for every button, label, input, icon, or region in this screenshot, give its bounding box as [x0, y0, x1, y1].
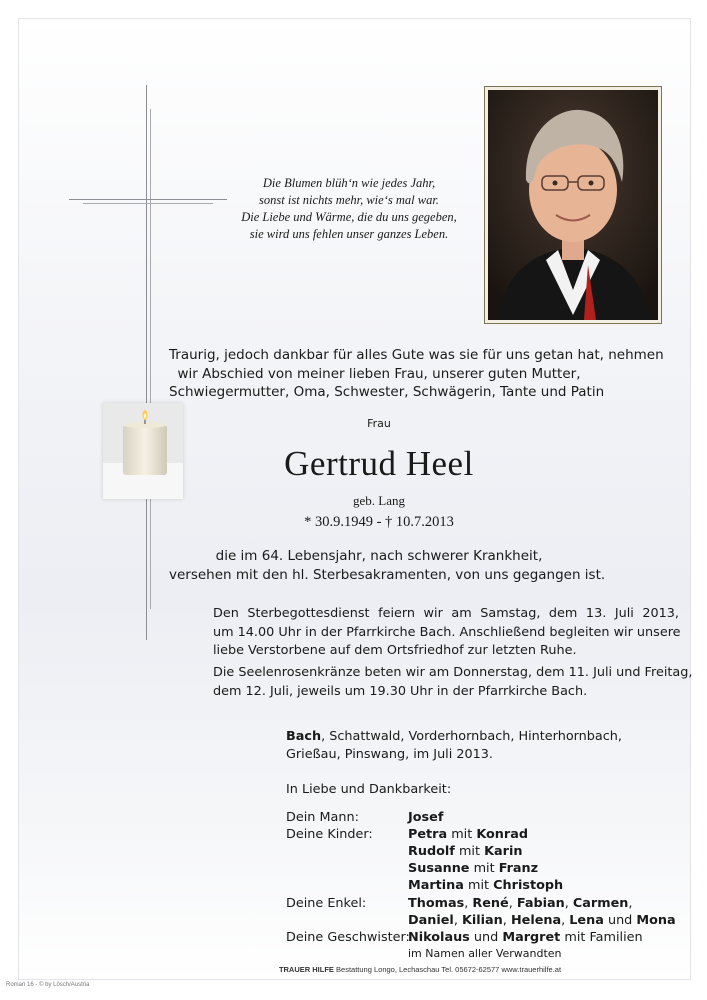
grandchild-name: Daniel: [408, 913, 454, 928]
deceased-title: Frau: [367, 417, 391, 430]
cross-horizontal-line-inner: [83, 203, 213, 204]
children-label: Deine Kinder:: [286, 827, 373, 842]
funeral-line: liebe Verstorbene auf dem Ortsfriedhof zur letzten Ruhe.: [213, 643, 577, 658]
child-name: Rudolf: [408, 844, 455, 859]
sibling-name: Nikolaus: [408, 930, 470, 945]
portrait-image: [488, 90, 658, 320]
husband-label: Dein Mann:: [286, 810, 359, 825]
rosary-line: dem 12. Juli, jeweils um 19.30 Uhr in der Pfarrkirche Bach.: [213, 683, 588, 699]
family-row-child: [286, 860, 686, 877]
family-row-grandchildren: Daniel, Kilian, Helena, Lena und Mona: [408, 913, 676, 928]
mit-word: mit: [473, 861, 495, 876]
husband-name: Josef: [408, 810, 444, 825]
portrait-photo: [484, 86, 662, 324]
mit-word: mit: [451, 827, 473, 842]
grandchild-name: Helena: [510, 913, 562, 928]
funeral-line: um 14.00 Uhr in der Pfarrkirche Bach. Anschließend begleiten wir unsere: [213, 624, 681, 640]
grandchild-name: Lena: [569, 913, 604, 928]
obituary-card: [18, 18, 691, 980]
relatives-note: im Namen aller Verwandten: [408, 947, 562, 960]
cross-vertical-line-inner: [150, 109, 151, 609]
family-row-child: [286, 877, 686, 894]
family-row-siblings: [286, 929, 686, 946]
grandchild-name: René: [472, 896, 509, 911]
death-note-line: versehen mit den hl. Sterbesakramenten, von uns gegangen ist.: [169, 566, 606, 583]
mit-word: mit: [468, 878, 490, 893]
funeral-paragraph: [213, 605, 679, 661]
footer-brand: TRAUER HILFE: [278, 965, 334, 974]
grandchildren-label: Deine Enkel:: [286, 896, 367, 911]
siblings-suffix: mit Familien: [564, 930, 643, 945]
child-partner: Christoph: [493, 878, 564, 893]
child-name: Susanne: [408, 861, 470, 876]
und-word: und: [607, 913, 633, 928]
cross-horizontal-line: [69, 199, 227, 200]
funeral-line: Den Sterbegottesdienst feiern wir am Samstag, dem 13. Juli 2013,: [213, 606, 679, 621]
grandchild-name: Mona: [636, 913, 676, 928]
intro-line: wir Abschied von meiner lieben Frau, unserer guten Mutter,: [177, 365, 581, 382]
thanks-text: In Liebe und Dankbarkeit:: [286, 782, 452, 797]
child-partner: Franz: [498, 861, 539, 876]
rosary-line: Die Seelenrosenkränze beten wir am Donnerstag, dem 11. Juli und Freitag,: [213, 665, 693, 680]
family-row-child: [286, 826, 686, 843]
family-row-husband: [286, 809, 686, 826]
sibling-name: Margret: [502, 930, 561, 945]
death-note: [169, 547, 606, 584]
child-name: Martina: [408, 878, 464, 893]
family-row-grandchildren: Deine Enkel: Thomas, René, Fabian, Carmen,: [286, 896, 633, 911]
footer: [200, 965, 640, 974]
maiden-name: geb. Lang: [353, 493, 405, 508]
footer-text: Bestattung Longo, Lechaschau Tel. 05672-62577 www.trauerhilfe.at: [336, 965, 562, 974]
intro-line: Traurig, jedoch dankbar für alles Gute was sie für uns getan hat, nehmen: [169, 347, 664, 363]
deceased-name: Gertrud Heel: [284, 444, 474, 483]
child-partner: Konrad: [476, 827, 529, 842]
grandchild-name: Fabian: [516, 896, 565, 911]
place-line1-rest: , Schattwald, Vorderhornbach, Hinterhornbach,: [321, 729, 622, 744]
grandchild-name: Thomas: [408, 896, 465, 911]
death-note-line: die im 64. Lebensjahr, nach schwerer Krankheit,: [215, 548, 543, 564]
place-bold: Bach: [286, 729, 322, 744]
intro-line: Schwiegermutter, Oma, Schwester, Schwägerin, Tante und Patin: [169, 384, 605, 400]
life-dates: * 30.9.1949 - † 10.7.2013: [304, 514, 454, 530]
grandchild-name: Kilian: [461, 913, 503, 928]
grandchild-name: Carmen: [572, 896, 629, 911]
place-date: [286, 728, 666, 763]
mit-word: mit: [458, 844, 480, 859]
child-name: Petra: [408, 827, 448, 842]
place-line2: Grießau, Pinswang, im Juli 2013.: [286, 746, 493, 762]
child-partner: Karin: [484, 844, 523, 859]
poem-line: Die Blumen blüh‘n wie jedes Jahr,: [262, 176, 436, 190]
template-mark: Roman 16 - © by Lösch/Austria: [6, 982, 90, 988]
poem: [224, 175, 474, 243]
siblings-label: Deine Geschwister:: [286, 930, 410, 945]
poem-line: Die Liebe und Wärme, die du uns gegeben,: [241, 210, 457, 224]
und-word: und: [473, 930, 499, 945]
intro-text: [169, 346, 664, 402]
poem-line: sie wird uns fehlen unser ganzes Leben.: [249, 227, 449, 241]
rosary-paragraph: [213, 664, 693, 701]
family-row-child: [286, 843, 686, 860]
poem-line: sonst ist nichts mehr, wie‘s mal war.: [259, 193, 439, 207]
cross-vertical-line: [146, 85, 147, 640]
